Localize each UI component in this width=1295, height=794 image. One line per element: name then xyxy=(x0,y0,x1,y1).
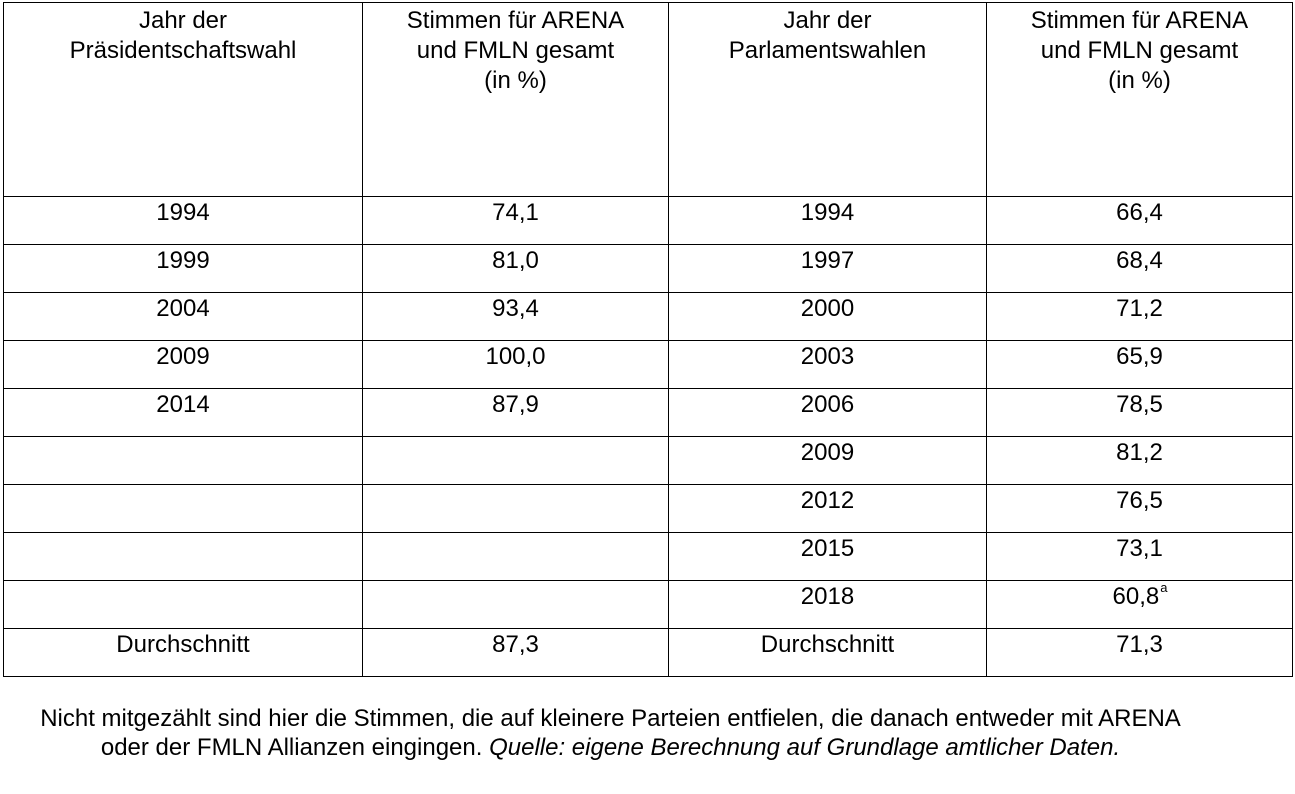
parliament-year-cell xyxy=(669,485,987,533)
header-parliament-year xyxy=(669,3,987,197)
header-line: Stimmen für ARENA xyxy=(406,7,625,34)
table-row xyxy=(4,533,1293,581)
header-row xyxy=(4,3,1293,197)
header-line: (in %) xyxy=(484,67,547,94)
cell-value: 1994 xyxy=(800,199,855,226)
cell-value: 2012 xyxy=(800,487,855,514)
parliament-year-cell xyxy=(669,581,987,629)
header-line: Stimmen für ARENA xyxy=(1030,7,1249,34)
header-line: Jahr der xyxy=(138,7,228,34)
header-presidential-year xyxy=(4,3,363,197)
presidential-votes-cell xyxy=(363,581,669,629)
parliament-average-label: Durchschnitt xyxy=(669,629,987,677)
table-row xyxy=(4,245,1293,293)
parliament-year-cell xyxy=(669,245,987,293)
cell-value: 2006 xyxy=(800,391,855,418)
table-header xyxy=(4,3,1293,197)
cell-value: 81,2 xyxy=(1116,439,1163,466)
footnote-text: Nicht mitgezählt sind hier die Stimmen, die auf kleinere Parteien entfielen, die danach entweder mit ARENA oder der FMLN Allianzen eingingen. xyxy=(40,705,1181,761)
footnote-marker: a xyxy=(1160,580,1168,595)
presidential-votes-cell xyxy=(363,245,669,293)
cell-value: 68,4 xyxy=(1116,247,1163,274)
parliament-year-cell xyxy=(669,341,987,389)
parliament-votes-cell xyxy=(987,197,1293,245)
presidential-year-cell xyxy=(4,485,363,533)
cell-value: 2000 xyxy=(800,295,855,322)
table-row xyxy=(4,437,1293,485)
cell-value: 93,4 xyxy=(492,295,539,322)
parliament-votes-cell xyxy=(987,293,1293,341)
parliament-year-cell xyxy=(669,533,987,581)
cell-value: 2003 xyxy=(800,343,855,370)
cell-value: 71,2 xyxy=(1116,295,1163,322)
presidential-votes-cell xyxy=(363,197,669,245)
header-line: und FMLN gesamt xyxy=(1040,37,1239,64)
parliament-year-cell xyxy=(669,293,987,341)
parliament-year-cell xyxy=(669,437,987,485)
presidential-year-cell xyxy=(4,293,363,341)
cell-value: 73,1 xyxy=(1116,535,1163,562)
presidential-votes-cell xyxy=(363,389,669,437)
header-line: Jahr der xyxy=(783,7,872,34)
cell-value: 2018 xyxy=(800,583,855,610)
cell-value: 2009 xyxy=(800,439,855,466)
presidential-average-label: Durchschnitt xyxy=(4,629,363,677)
table-row xyxy=(4,341,1293,389)
cell-value: 1994 xyxy=(156,199,210,226)
parliament-year-cell xyxy=(669,389,987,437)
parliament-votes-cell xyxy=(987,245,1293,293)
presidential-year-cell xyxy=(4,341,363,389)
presidential-votes-cell xyxy=(363,437,669,485)
presidential-average-value: 87,3 xyxy=(363,629,669,677)
table-footnote xyxy=(18,704,1203,762)
parliament-year-cell xyxy=(669,197,987,245)
average-row xyxy=(4,629,1293,677)
cell-value: 60,8 xyxy=(1112,583,1160,610)
cell-value: 74,1 xyxy=(492,199,539,226)
cell-value: 66,4 xyxy=(1116,199,1163,226)
parliament-votes-cell xyxy=(987,485,1293,533)
presidential-votes-cell xyxy=(363,341,669,389)
presidential-year-cell xyxy=(4,581,363,629)
presidential-votes-cell xyxy=(363,485,669,533)
table-row xyxy=(4,197,1293,245)
presidential-votes-cell xyxy=(363,533,669,581)
parliament-votes-cell xyxy=(987,581,1293,629)
table-row xyxy=(4,389,1293,437)
presidential-year-cell xyxy=(4,197,363,245)
parliament-votes-cell xyxy=(987,389,1293,437)
table-row xyxy=(4,485,1293,533)
parliament-average-value: 71,3 xyxy=(987,629,1293,677)
presidential-year-cell xyxy=(4,437,363,485)
table-row xyxy=(4,293,1293,341)
presidential-votes-cell xyxy=(363,293,669,341)
cell-value: 2014 xyxy=(156,391,210,418)
header-line: Präsidentschaftswahl xyxy=(69,37,297,64)
election-results-table xyxy=(3,2,1293,677)
header-presidential-votes xyxy=(363,3,669,197)
cell-value: 2015 xyxy=(800,535,855,562)
presidential-year-cell xyxy=(4,245,363,293)
source-text: Quelle: eigene Berechnung auf Grundlage amtlicher Daten. xyxy=(489,734,1121,761)
presidential-year-cell xyxy=(4,533,363,581)
cell-value: 100,0 xyxy=(485,343,546,370)
header-line: (in %) xyxy=(1108,67,1171,94)
presidential-year-cell xyxy=(4,389,363,437)
cell-value: 65,9 xyxy=(1116,343,1163,370)
parliament-votes-cell xyxy=(987,341,1293,389)
cell-value: 76,5 xyxy=(1116,487,1163,514)
header-line: und FMLN gesamt xyxy=(416,37,615,64)
parliament-votes-cell xyxy=(987,437,1293,485)
cell-value: 2009 xyxy=(156,343,210,370)
cell-value: 81,0 xyxy=(492,247,539,274)
cell-value: 1997 xyxy=(800,247,855,274)
header-line: Parlamentswahlen xyxy=(728,37,927,64)
cell-value: 87,9 xyxy=(492,391,539,418)
table-body xyxy=(4,197,1293,677)
cell-value: 78,5 xyxy=(1116,391,1163,418)
cell-value: 2004 xyxy=(156,295,210,322)
parliament-votes-cell xyxy=(987,533,1293,581)
table-row xyxy=(4,581,1293,629)
header-parliament-votes xyxy=(987,3,1293,197)
cell-value: 1999 xyxy=(156,247,210,274)
